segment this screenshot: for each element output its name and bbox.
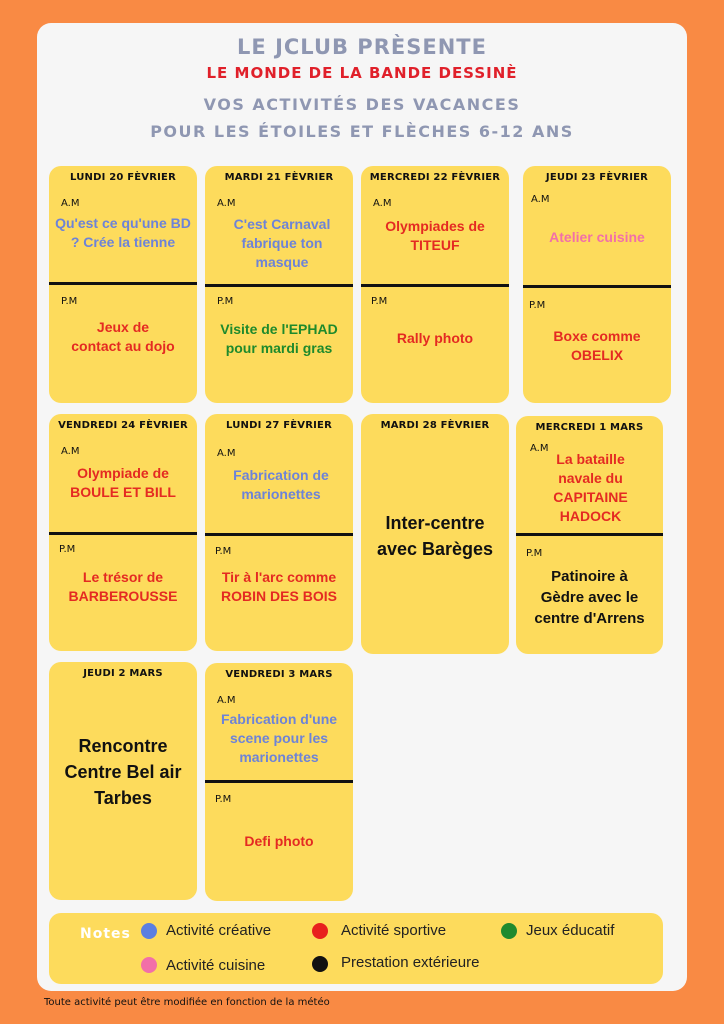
am-activity: La bataille navale du CAPITAINE HADOCK xyxy=(553,451,628,524)
full-day-activity: Inter-centre avec Barèges xyxy=(376,513,494,559)
day-date: LUNDI 27 FÈVRIER xyxy=(226,420,332,431)
am-pm-divider xyxy=(49,532,197,535)
pm-activity: Defi photo xyxy=(244,833,314,849)
external-dot-icon xyxy=(312,956,328,972)
am-label: A.M xyxy=(530,443,549,454)
pm-label: P.M xyxy=(217,296,234,307)
day-date: MARDI 21 FÈVRIER xyxy=(224,172,334,183)
am-pm-divider xyxy=(361,284,509,287)
pm-activity: Rally photo xyxy=(396,330,474,346)
am-label: A.M xyxy=(61,446,80,457)
pm-activity: Tir à l'arc comme ROBIN DES BOIS xyxy=(221,569,337,604)
am-label: A.M xyxy=(373,198,392,209)
day-card-jeudi-2 xyxy=(49,662,197,900)
day-date: JEUDI 2 MARS xyxy=(83,668,163,679)
day-date: LUNDI 20 FÈVRIER xyxy=(70,172,176,183)
am-pm-divider xyxy=(516,533,663,536)
weather-disclaimer: Toute activité peut être modifiée en fonction de la météo xyxy=(44,997,330,1008)
day-date: MERCREDI 1 MARS xyxy=(535,422,644,433)
pm-label: P.M xyxy=(526,548,543,559)
header-audience: POUR LES ÉTOILES ET FLÈCHES 6-12 ANS xyxy=(150,122,574,141)
am-pm-divider xyxy=(523,285,671,288)
day-card-vendredi-3 xyxy=(205,663,353,901)
am-label: A.M xyxy=(531,194,550,205)
header-presenter: LE JCLUB PRÈSENTE xyxy=(237,35,487,59)
pm-label: P.M xyxy=(529,300,546,311)
am-activity: Fabrication de marionettes xyxy=(233,467,329,502)
pm-label: P.M xyxy=(215,794,232,805)
am-activity: Qu'est ce qu'une BD ? Crée la tienne xyxy=(55,215,191,250)
day-card-lundi-20 xyxy=(49,166,197,403)
am-pm-divider xyxy=(49,282,197,285)
cooking-dot-icon xyxy=(141,957,157,973)
am-label: A.M xyxy=(217,695,236,706)
legend-label-creative: Activité créative xyxy=(166,922,272,939)
pm-label: P.M xyxy=(371,296,388,307)
am-pm-divider xyxy=(205,780,353,783)
day-date: VENDREDI 3 MARS xyxy=(225,669,333,680)
am-activity: Atelier cuisine xyxy=(549,229,645,245)
am-label: A.M xyxy=(217,198,236,209)
pm-activity: Patinoire à Gèdre avec le centre d'Arrens xyxy=(534,568,645,627)
pm-activity: Le trésor de BARBEROUSSE xyxy=(68,569,178,604)
am-label: A.M xyxy=(61,198,80,209)
am-activity: Olympiades de TITEUF xyxy=(385,218,485,253)
sport-dot-icon xyxy=(312,923,328,939)
am-pm-divider xyxy=(205,533,353,536)
am-pm-divider xyxy=(205,284,353,287)
legend-label-external: Prestation extérieure xyxy=(341,954,480,971)
pm-activity: Jeux de contact au dojo xyxy=(71,319,175,354)
day-date: MARDI 28 FÈVRIER xyxy=(380,420,490,431)
pm-label: P.M xyxy=(61,296,78,307)
pm-activity: Boxe comme OBELIX xyxy=(553,328,641,363)
am-activity: Olympiade de BOULE ET BILL xyxy=(70,465,176,500)
day-card-mardi-21 xyxy=(205,166,353,403)
legend xyxy=(49,913,663,984)
day-card-lundi-27 xyxy=(205,414,353,651)
legend-label-educational: Jeux éducatif xyxy=(526,922,615,939)
header-theme: LE MONDE DE LA BANDE DESSINÈ xyxy=(206,64,518,82)
legend-label-sport: Activité sportive xyxy=(341,922,447,939)
day-date: JEUDI 23 FÈVRIER xyxy=(545,172,649,183)
day-card-vendredi-24 xyxy=(49,414,197,651)
educational-dot-icon xyxy=(501,923,517,939)
legend-title: Notes xyxy=(80,926,131,942)
day-card-mercredi-1 xyxy=(516,416,663,654)
am-activity: Fabrication d'une scene pour les marionettes xyxy=(220,711,338,765)
day-card-mercredi-22 xyxy=(361,166,509,403)
am-label: A.M xyxy=(217,448,236,459)
pm-label: P.M xyxy=(59,544,76,555)
full-day-activity: Rencontre Centre Bel air Tarbes xyxy=(64,736,182,808)
header-subtitle: VOS ACTIVITÉS DES VACANCES xyxy=(203,95,521,114)
pm-activity: Visite de l'EPHAD pour mardi gras xyxy=(220,321,338,356)
day-date: VENDREDI 24 FÈVRIER xyxy=(58,420,188,431)
legend-label-cooking: Activité cuisine xyxy=(166,957,266,974)
day-card-mardi-28 xyxy=(361,414,509,654)
day-card-jeudi-23 xyxy=(523,166,671,403)
am-activity: C'est Carnaval fabrique ton masque xyxy=(233,216,331,270)
day-date: MERCREDI 22 FÈVRIER xyxy=(369,172,501,183)
pm-label: P.M xyxy=(215,546,232,557)
creative-dot-icon xyxy=(141,923,157,939)
